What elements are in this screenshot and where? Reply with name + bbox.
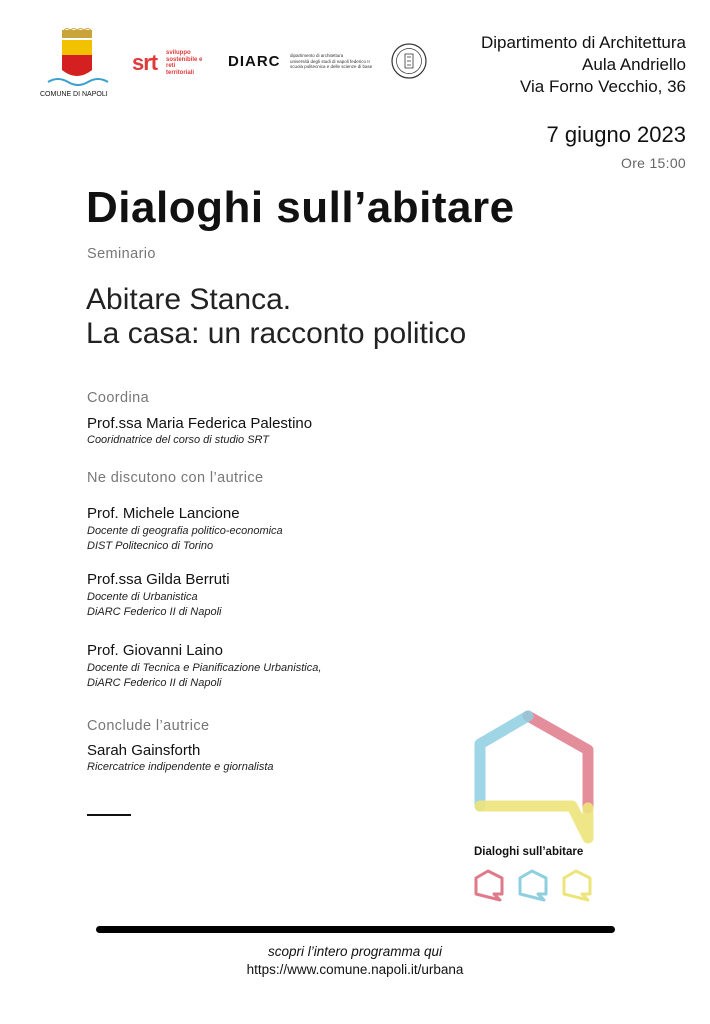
comune-napoli-logo: [40, 28, 114, 98]
discussant-affiliation: DiARC Federico II di Napoli: [87, 606, 222, 618]
discussant-role: Docente di Tecnica e Pianificazione Urbanistica,: [87, 662, 322, 674]
conclude-label: Conclude l’autrice: [87, 718, 210, 734]
page-title: Dialoghi sull’abitare: [86, 183, 515, 232]
subtitle-line-1: Abitare Stanca.: [86, 283, 292, 316]
srt-text-3: reti: [166, 63, 176, 69]
srt-text-4: territoriali: [166, 69, 195, 76]
diarc-text-2: università degli studi di napoli federico II: [290, 58, 370, 64]
diarc-text-1: dipartimento di architettura: [290, 53, 344, 58]
srt-logo: [132, 48, 222, 78]
discussant-affiliation: DiARC Federico II di Napoli: [87, 677, 222, 689]
speech-bubbles-icon: [472, 868, 598, 902]
program-link[interactable]: https://www.comune.napoli.it/urbana: [246, 962, 464, 977]
house-outline-icon: [468, 708, 598, 848]
coordinator-role: Cooridnatrice del corso di studio SRT: [87, 434, 269, 446]
srt-mark: srt: [132, 50, 158, 75]
discussant-role: Docente di geografia politico-economica: [87, 525, 283, 537]
discussant-entry: [87, 642, 321, 691]
discussant-name: Prof. Michele Lancione: [87, 505, 240, 522]
footer-rule: [96, 926, 615, 933]
diarc-text-3: scuola politecnica e delle scienze di base: [290, 64, 373, 69]
venue-department: Dipartimento di Architettura: [480, 33, 686, 52]
diarc-mark: DIARC: [228, 53, 281, 70]
srt-text-1: sviluppo: [166, 50, 191, 56]
footer-text: scopri l’intero programma qui: [267, 944, 443, 959]
venue-address: Via Forno Vecchio, 36: [519, 77, 686, 96]
subtitle-line-2: La casa: un racconto politico: [86, 317, 467, 350]
discussant-name: Prof. Giovanni Laino: [87, 642, 223, 659]
napoli-crest-icon: [40, 28, 114, 86]
author-role: Ricercatrice indipendente e giornalista: [87, 761, 274, 773]
diarc-logo: [228, 50, 388, 76]
discussant-entry: [87, 571, 230, 620]
seminar-subtitle: [86, 283, 466, 351]
event-date: 7 giugno 2023: [546, 122, 686, 147]
coordinator-name: Prof.ssa Maria Federica Palestino: [87, 415, 313, 432]
dialoghi-series-logo: [468, 708, 598, 904]
discussant-name: Prof.ssa Gilda Berruti: [87, 571, 230, 588]
discussants-label: Ne discutono con l’autrice: [87, 470, 264, 486]
venue-room: Aula Andriello: [582, 55, 686, 74]
divider: [87, 814, 131, 816]
discussant-affiliation: DIST Politecnico di Torino: [87, 540, 214, 552]
discussant-entry: [87, 505, 283, 554]
napoli-caption: COMUNE DI NAPOLI: [40, 91, 108, 98]
author-name: Sarah Gainsforth: [87, 742, 201, 759]
discussant-role: Docente di Urbanistica: [87, 591, 198, 603]
event-type: Seminario: [87, 246, 156, 262]
university-seal-icon: [390, 42, 428, 80]
venue-block: [481, 32, 686, 98]
coordina-label: Coordina: [87, 390, 150, 406]
srt-text-2: sostenibile e: [166, 56, 203, 63]
event-time: Ore 15:00: [621, 155, 686, 171]
series-logo-text: Dialoghi sull’abitare: [474, 846, 584, 858]
